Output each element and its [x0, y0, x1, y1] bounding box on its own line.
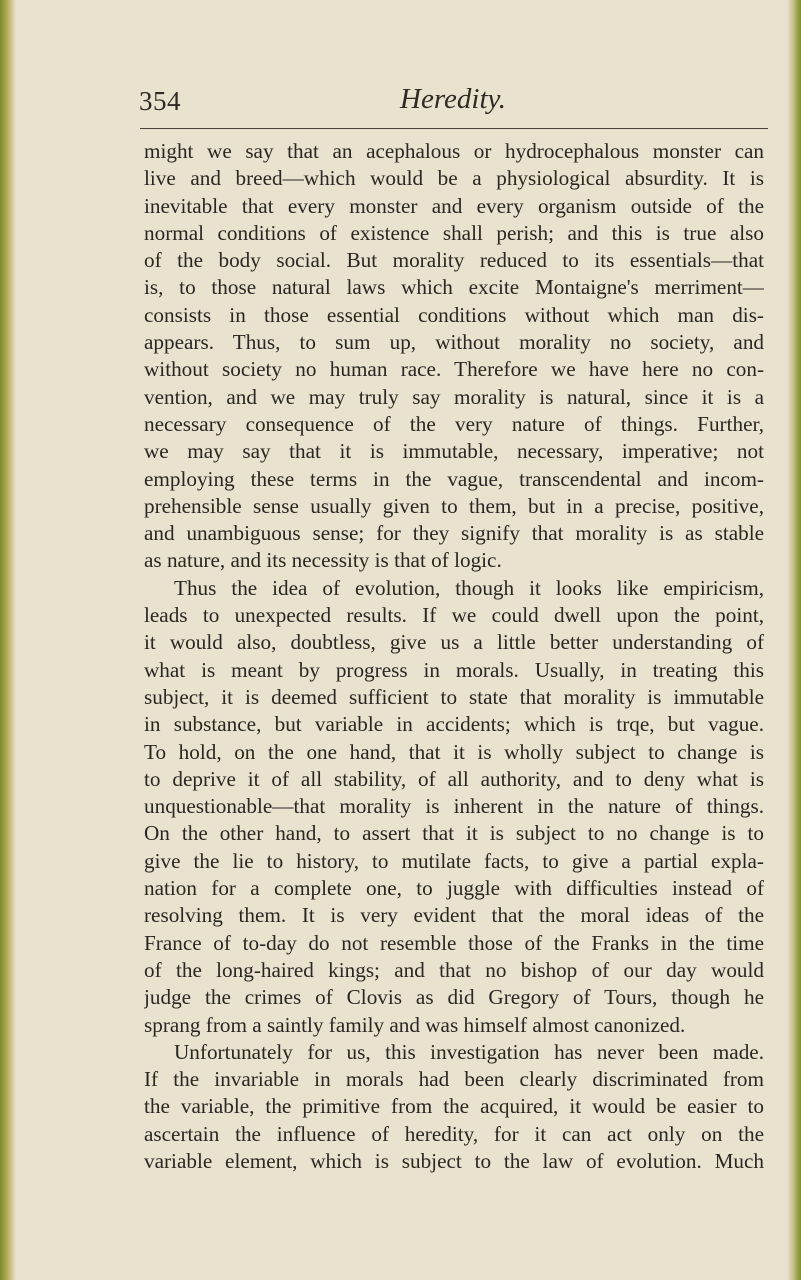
- running-head: Heredity.: [400, 83, 507, 115]
- text-line: On the other hand, to assert that it is subject to no change is to: [144, 821, 764, 846]
- text-line: To hold, on the one hand, that it is wholly subject to change is: [144, 739, 764, 764]
- text-line: France of to-day do not resemble those of the Franks in the time: [144, 930, 764, 955]
- page-fore-edge: [787, 0, 801, 1280]
- text-line: normal conditions of existence shall perish; and this is true also: [144, 220, 764, 245]
- text-line: the variable, the primitive from the acquired, it would be easier to: [144, 1094, 764, 1119]
- header-rule: [140, 128, 768, 129]
- text-line: without society no human race. Therefore we have here no con-: [144, 357, 764, 382]
- text-line: subject, it is deemed sufficient to state that morality is immutable: [144, 684, 764, 709]
- text-line: what is meant by progress in morals. Usually, in treating this: [144, 657, 764, 682]
- text-line: vention, and we may truly say morality is natural, since it is a: [144, 384, 764, 409]
- text-line: it would also, doubtless, give us a little better understanding of: [144, 630, 764, 655]
- text-line: Unfortunately for us, this investigation has never been made.: [174, 1039, 764, 1064]
- text-line: inevitable that every monster and every organism outside of the: [144, 193, 764, 218]
- text-line: necessary consequence of the very nature of things. Further,: [144, 411, 764, 436]
- text-line: we may say that it is immutable, necessary, imperative; not: [144, 439, 764, 464]
- text-line: give the lie to history, to mutilate facts, to give a partial expla-: [144, 848, 764, 873]
- text-line: nation for a complete one, to juggle with difficulties instead of: [144, 876, 764, 901]
- text-line: appears. Thus, to sum up, without morality no society, and: [144, 330, 764, 355]
- text-line: sprang from a saintly family and was himself almost canonized.: [144, 1012, 686, 1037]
- text-line: employing these terms in the vague, transcendental and incom-: [144, 466, 764, 491]
- text-line: leads to unexpected results. If we could dwell upon the point,: [144, 603, 764, 628]
- page-binding-edge: [0, 0, 16, 1280]
- text-line: judge the crimes of Clovis as did Gregory of Tours, though he: [144, 985, 764, 1010]
- body-text: [144, 138, 764, 1175]
- page-number: 354: [139, 86, 181, 116]
- text-line: might we say that an acephalous or hydrocephalous monster can: [144, 139, 764, 163]
- text-line: of the body social. But morality reduced to its essentials—that: [144, 248, 764, 273]
- text-line: as nature, and its necessity is that of logic.: [144, 548, 502, 573]
- text-line: is, to those natural laws which excite Montaigne's merriment—: [144, 275, 764, 300]
- text-line: Thus the idea of evolution, though it looks like empiricism,: [174, 575, 764, 600]
- text-line: consists in those essential conditions without which man dis-: [144, 302, 764, 327]
- text-line: and unambiguous sense; for they signify that morality is as stable: [144, 521, 764, 546]
- text-line: prehensible sense usually given to them, but in a precise, positive,: [144, 493, 764, 518]
- text-line: If the invariable in morals had been clearly discriminated from: [144, 1067, 764, 1092]
- text-line: ascertain the influence of heredity, for it can act only on the: [144, 1121, 764, 1146]
- text-line: live and breed—which would be a physiological absurdity. It is: [144, 166, 764, 191]
- text-line: to deprive it of all stability, of all authority, and to deny what is: [144, 766, 764, 791]
- text-line: resolving them. It is very evident that the moral ideas of the: [144, 903, 764, 928]
- text-line: in substance, but variable in accidents; which is trqe, but vague.: [144, 712, 764, 737]
- text-line: unquestionable—that morality is inherent in the nature of things.: [144, 794, 764, 819]
- text-line: of the long-haired kings; and that no bishop of our day would: [144, 957, 764, 982]
- text-line: variable element, which is subject to the law of evolution. Much: [144, 1148, 764, 1173]
